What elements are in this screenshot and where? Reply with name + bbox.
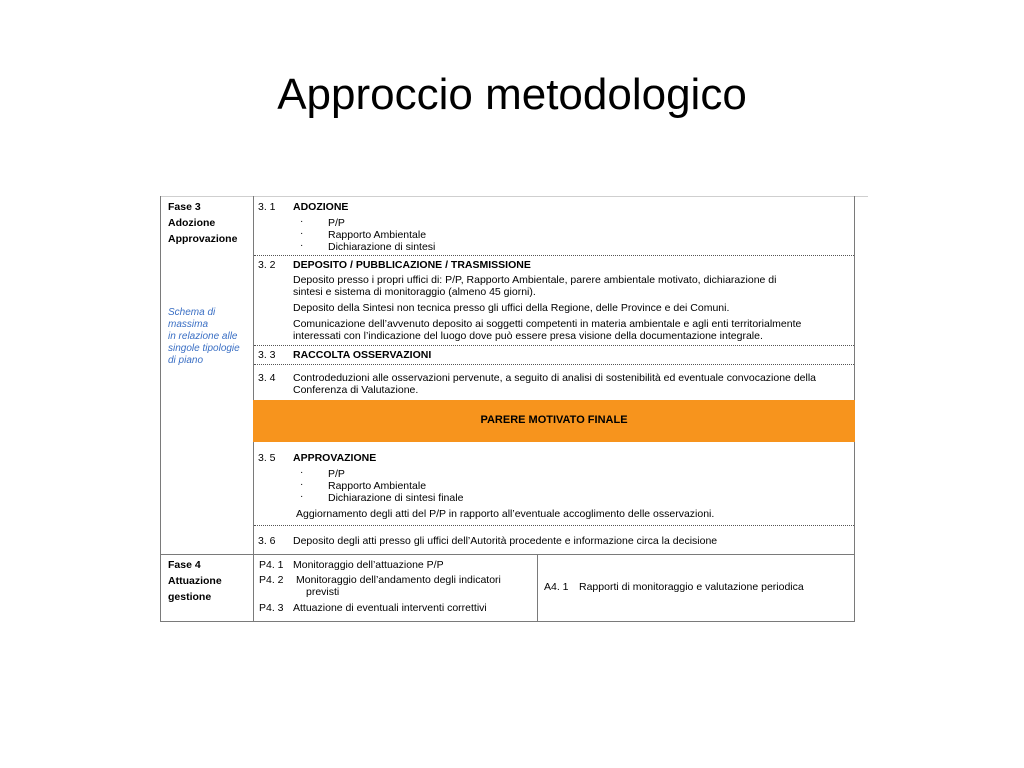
bullet-item: Rapporto Ambientale — [328, 229, 427, 241]
row-text: previsti — [306, 586, 340, 598]
bullet-icon: · — [300, 467, 304, 478]
row-title: RACCOLTA OSSERVAZIONI — [293, 349, 432, 361]
bullet-icon: · — [300, 491, 304, 502]
border-left — [160, 196, 161, 622]
row-text: interessati con l’indicazione del luogo dove può essere presa visione della documentazione integrale. — [293, 330, 763, 342]
parere-label: PARERE MOTIVATO FINALE — [480, 414, 628, 426]
bullet-item: P/P — [328, 468, 345, 480]
row-number: P4. 2 — [259, 574, 284, 586]
fase3-note-line: Schema di — [168, 307, 216, 318]
fase4-line: Attuazione — [168, 575, 222, 587]
fase3-note-line: di piano — [168, 355, 204, 366]
row-number: 3. 6 — [258, 535, 276, 547]
row-number: 3. 3 — [258, 349, 276, 361]
row-separator — [254, 345, 854, 346]
row-text: Deposito presso i propri uffici di: P/P, Rapporto Ambientale, parere ambientale motivato, dichiarazione di — [293, 274, 777, 286]
fase3-line: Adozione — [168, 217, 216, 229]
row-text: Deposito degli atti presso gli uffici dell’Autorità procedente e informazione circa la decisione — [293, 535, 718, 547]
bullet-item: Dichiarazione di sintesi finale — [328, 492, 464, 504]
row-separator — [254, 364, 854, 365]
row-number: A4. 1 — [544, 581, 569, 593]
bullet-item: Rapporto Ambientale — [328, 480, 427, 492]
row-number: 3. 4 — [258, 372, 276, 384]
row-title: ADOZIONE — [293, 201, 349, 213]
row-number: P4. 3 — [259, 602, 284, 614]
fase3-line: Approvazione — [168, 233, 238, 245]
row-text: Monitoraggio dell’attuazione P/P — [293, 559, 444, 571]
table-bottom-border — [160, 621, 855, 622]
bullet-icon: · — [300, 479, 304, 490]
row-text: Controdeduzioni alle osservazioni pervenute, a seguito di analisi di sostenibilità ed eventuale convocazione della — [293, 372, 817, 384]
bullet-icon: · — [300, 216, 304, 227]
row-text: Attuazione di eventuali interventi correttivi — [293, 602, 487, 614]
row-note: Aggiornamento degli atti del P/P in rapporto all’eventuale accoglimento delle osservazioni. — [296, 508, 715, 520]
fase4-line: gestione — [168, 591, 212, 603]
slide-title: Approccio metodologico — [277, 70, 747, 119]
row-title: APPROVAZIONE — [293, 452, 377, 464]
row-number: 3. 1 — [258, 201, 276, 213]
row-text: Conferenza di Valutazione. — [293, 384, 419, 396]
fase4-divider — [537, 554, 538, 622]
row-text: Monitoraggio dell’andamento degli indicatori — [296, 574, 501, 586]
fase3-note-line: in relazione alle — [168, 331, 238, 342]
table-top-border — [160, 196, 868, 197]
bullet-item: P/P — [328, 217, 345, 229]
row-separator — [254, 255, 854, 256]
parere-banner — [253, 400, 855, 442]
row-number: 3. 2 — [258, 259, 276, 271]
row-title: DEPOSITO / PUBBLICAZIONE / TRASMISSIONE — [293, 259, 531, 271]
row-separator — [254, 525, 854, 526]
fase-separator — [160, 554, 855, 555]
process-table — [160, 196, 868, 622]
fase3-line: Fase 3 — [168, 201, 201, 213]
fase4-line: Fase 4 — [168, 559, 201, 571]
bullet-icon: · — [300, 240, 304, 251]
row-text: sintesi e sistema di monitoraggio (almeno 45 giorni). — [293, 286, 536, 298]
fase3-note-line: singole tipologie — [168, 343, 240, 354]
row-number: 3. 5 — [258, 452, 276, 464]
fase3-note-line: massima — [168, 319, 209, 330]
bullet-item: Dichiarazione di sintesi — [328, 241, 436, 253]
row-number: P4. 1 — [259, 559, 284, 571]
row-text: Deposito della Sintesi non tecnica presso gli uffici della Regione, delle Province e dei Comuni. — [293, 302, 730, 314]
bullet-icon: · — [300, 228, 304, 239]
row-text: Rapporti di monitoraggio e valutazione periodica — [579, 581, 804, 593]
row-text: Comunicazione dell’avvenuto deposito ai soggetti competenti in materia ambientale e agli enti territorialmente — [293, 318, 802, 330]
